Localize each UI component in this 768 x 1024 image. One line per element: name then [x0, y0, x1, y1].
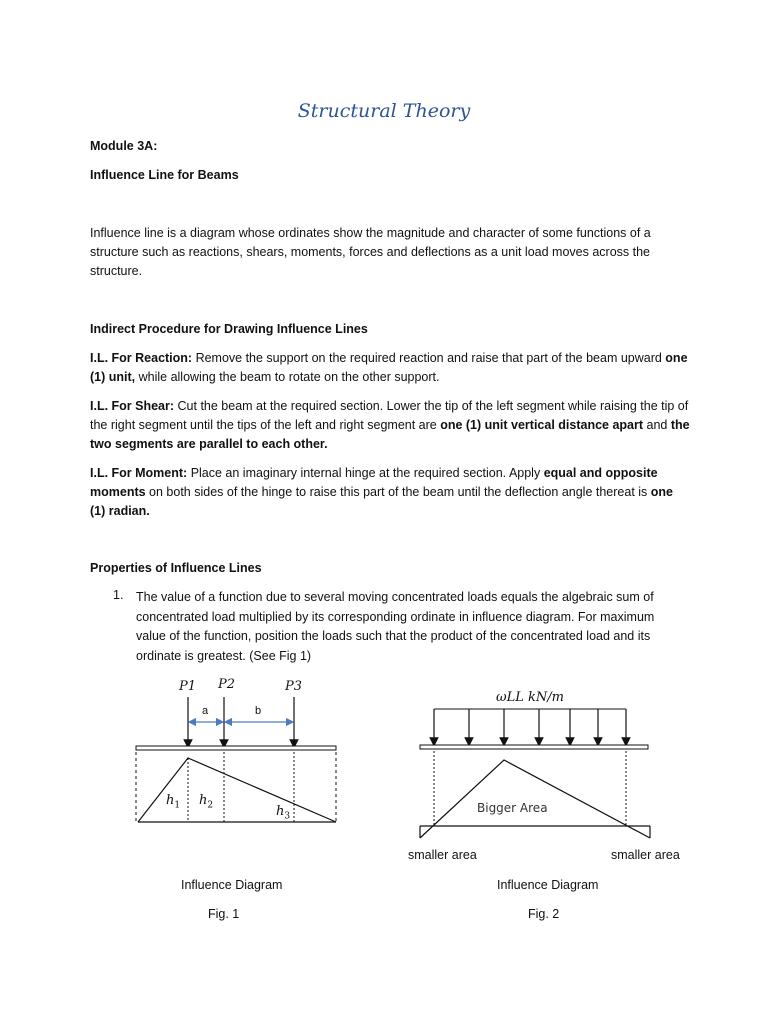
smaller-area-right: smaller area: [611, 848, 680, 862]
label-h3: $h_3$: [276, 804, 291, 822]
document-title: Structural Theory: [297, 100, 471, 122]
label-p1: P1: [179, 679, 197, 694]
list-item: The value of a function due to several moving concentrated loads equals the algebraic sum of concentrated load multiplied by its corresponding ordinate in influence diagram. For maximum value of the function, position the loads such that the product of the concentrated load and its ordinate is greatest. (See Fig 1): [136, 590, 655, 663]
module-label: Module 3A:: [90, 139, 158, 153]
fig1-caption: Influence Diagram: [181, 878, 283, 892]
shear-label: I.L. For Shear:: [90, 399, 175, 413]
label-b: b: [255, 705, 262, 717]
beam-2: [420, 745, 648, 749]
label-a: a: [202, 705, 209, 717]
fig2-number: Fig. 2: [528, 907, 560, 921]
label-h2: $h_2$: [199, 793, 214, 811]
load-label: ωLL kN/m: [496, 690, 564, 705]
indirect-heading: Indirect Procedure for Drawing Influence Lines: [90, 322, 368, 336]
list-number: 1.: [113, 588, 124, 602]
properties-heading: Properties of Influence Lines: [90, 561, 262, 575]
reaction-label: I.L. For Reaction:: [90, 351, 193, 365]
reaction-paragraph: I.L. For Reaction: Remove the support on the required reaction and raise that part of the beam upward one (1) unit, while allowing the beam to rotate on the other support.: [90, 351, 688, 384]
moment-label: I.L. For Moment:: [90, 466, 188, 480]
label-p3: P3: [285, 679, 303, 694]
beam: [136, 746, 336, 750]
bigger-area-label: Bigger Area: [477, 801, 548, 815]
fig2-caption: Influence Diagram: [497, 878, 599, 892]
moment-paragraph: I.L. For Moment: Place an imaginary internal hinge at the required section. Apply equal and opposite moments on both sides of the hinge to raise this part of the beam until the deflection angle thereat is one (1) radian.: [90, 466, 673, 518]
influence-line: [138, 758, 336, 822]
shear-paragraph: I.L. For Shear: Cut the beam at the required section. Lower the tip of the left segment while raising the tip of the right segment until the tips of the left and right segment are one (1) unit vertical distance apart and the two segments are parallel to each other.: [90, 399, 690, 451]
smaller-area-left: smaller area: [408, 848, 477, 862]
label-p2: P2: [218, 677, 236, 692]
intro-paragraph: Influence line is a diagram whose ordinates show the magnitude and character of some functions of a structure such as reactions, shears, moments, forces and deflections as a unit load moves across the structure.: [90, 226, 651, 278]
influence-line-2: [420, 760, 650, 838]
section-subtitle: Influence Line for Beams: [90, 168, 239, 182]
fig1-number: Fig. 1: [208, 907, 240, 921]
label-h1: $h_1$: [166, 793, 181, 811]
